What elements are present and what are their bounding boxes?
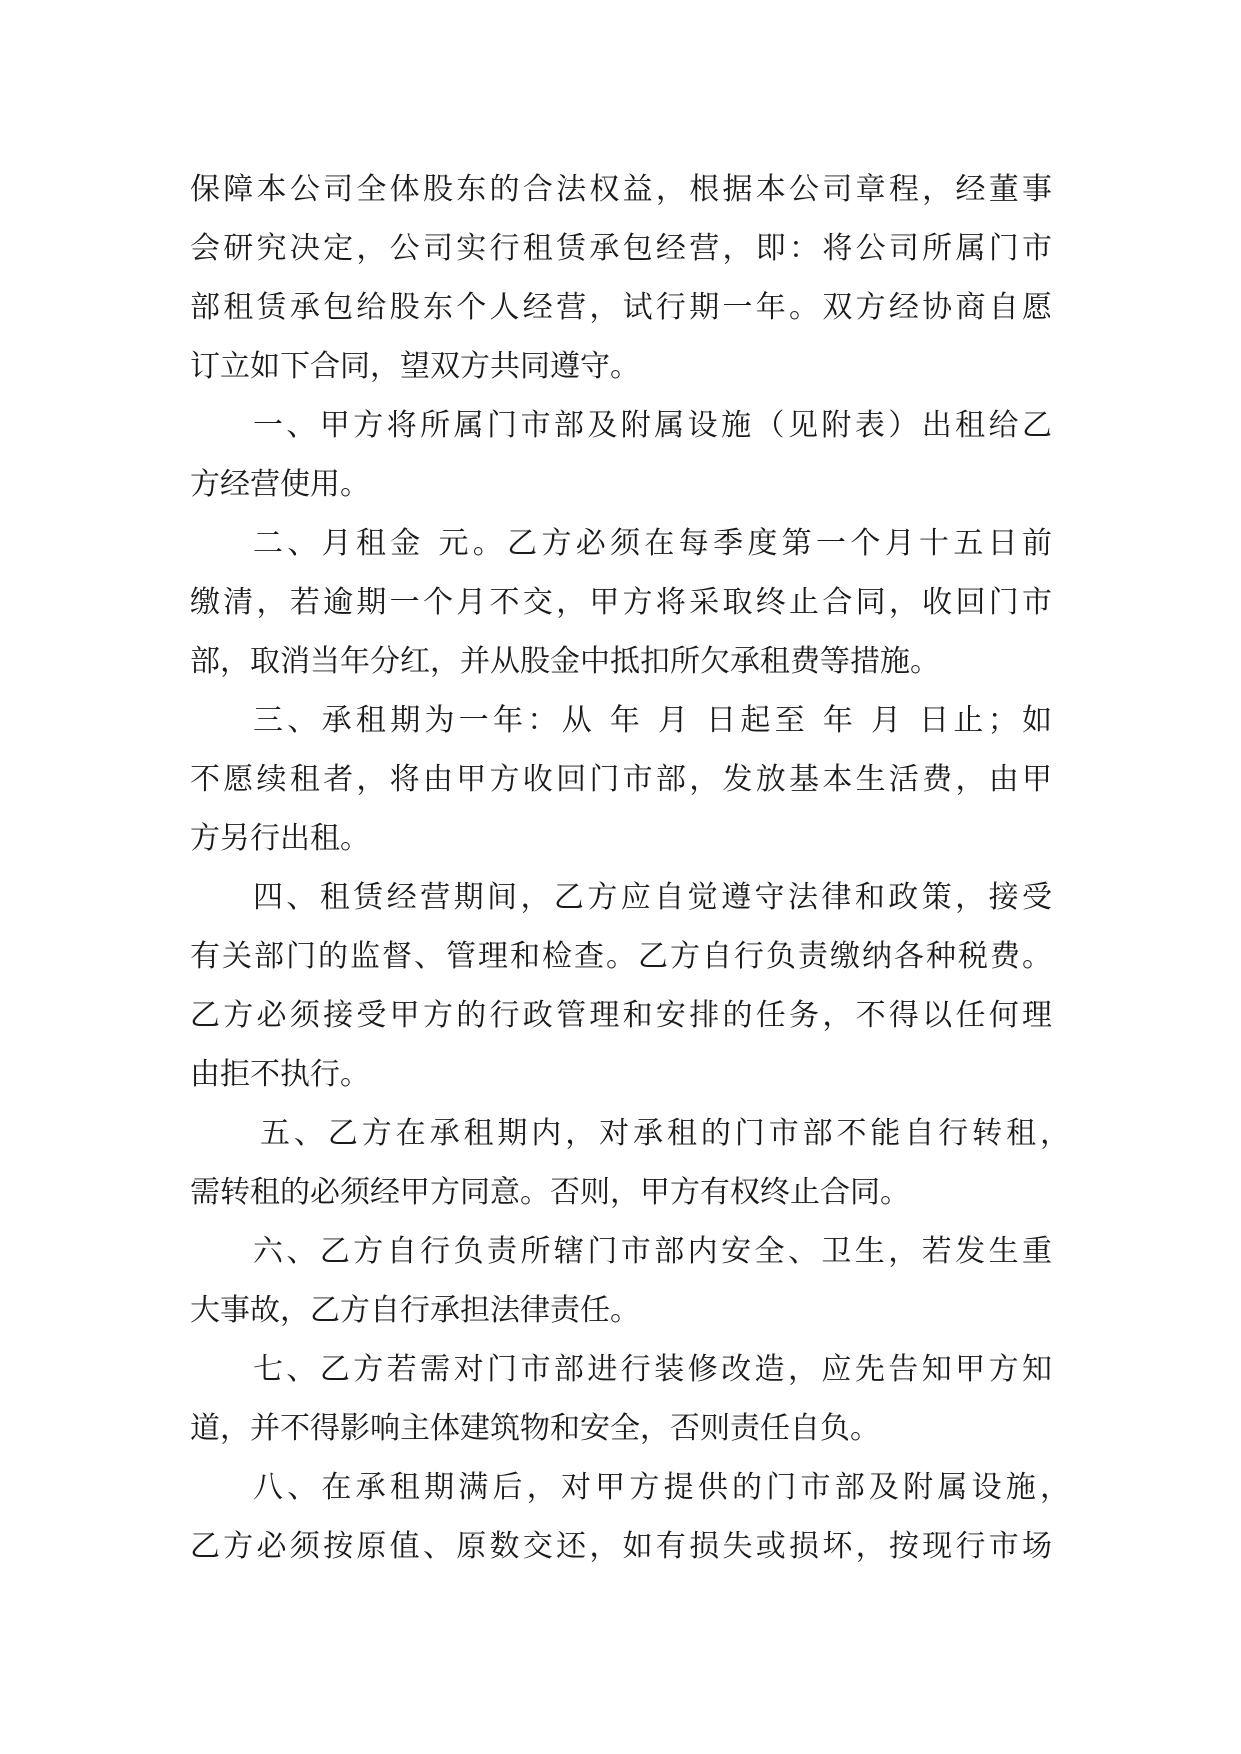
- clause-5-line: [190, 1104, 1070, 1163]
- line-text: 一、甲方将所属门市部及附属设施（见附表）出租给乙: [253, 408, 1052, 443]
- line-text: 六、乙方自行负责所辖门市部内安全、卫生，若发生重: [253, 1234, 1052, 1269]
- clause-4-line: [190, 868, 1052, 927]
- clause-2-line: [190, 514, 1052, 573]
- paragraph-line: [190, 219, 1052, 278]
- line-text: 道，并不得影响主体建筑物和安全，否则责任自负。: [190, 1411, 880, 1446]
- clause-6-line: [190, 1222, 1052, 1281]
- line-text: 八、在承租期满后，对甲方提供的门市部及附属设施，: [253, 1470, 1070, 1505]
- line-text: 三、承租期为一年：从 年 月 日起至 年 月 日止；如: [253, 703, 1052, 738]
- clause-4-line: [190, 986, 1052, 1045]
- clause-2-line: [190, 632, 1052, 691]
- line-text: 二、月租金 元。乙方必须在每季度第一个月十五日前: [253, 526, 1052, 561]
- line-text: 部租赁承包给股东个人经营，试行期一年。双方经协商自愿: [190, 290, 1052, 325]
- clause-6-line: [190, 1281, 1052, 1340]
- clause-7-line: [190, 1340, 1052, 1399]
- clause-1-line: [190, 455, 1052, 514]
- line-text: 订立如下合同，望双方共同遵守。: [190, 349, 640, 384]
- clause-3-line: [190, 750, 1052, 809]
- clause-7-line: [190, 1399, 1052, 1458]
- line-text: 大事故，乙方自行承担法律责任。: [190, 1293, 640, 1328]
- clause-5-line: [190, 1163, 1052, 1222]
- line-text: 方经营使用。: [190, 467, 370, 502]
- paragraph-line: [190, 337, 1052, 396]
- paragraph-line: [190, 160, 1052, 219]
- contract-body: [190, 160, 1070, 1576]
- clause-8-line: [190, 1458, 1070, 1517]
- clause-4-line: [190, 927, 1052, 986]
- line-text: 方另行出租。: [190, 821, 370, 856]
- line-text: 会研究决定，公司实行租赁承包经营，即：将公司所属门市: [190, 231, 1052, 266]
- line-text: 部，取消当年分红，并从股金中抵扣所欠承租费等措施。: [190, 644, 940, 679]
- line-text: 乙方必须按原值、原数交还，如有损失或损坏，按现行市场: [190, 1529, 1052, 1564]
- clause-3-line: [190, 809, 1052, 868]
- line-text: 由拒不执行。: [190, 1057, 370, 1092]
- line-text: 五、乙方在承租期内，对承租的门市部不能自行转租，: [260, 1116, 1070, 1151]
- clause-1-line: [190, 396, 1052, 455]
- line-text: 七、乙方若需对门市部进行装修改造，应先告知甲方知: [253, 1352, 1052, 1387]
- line-text: 乙方必须接受甲方的行政管理和安排的任务，不得以任何理: [190, 998, 1052, 1033]
- paragraph-line: [190, 278, 1052, 337]
- clause-8-line: [190, 1517, 1052, 1576]
- clause-2-line: [190, 573, 1052, 632]
- line-text: 四、租赁经营期间，乙方应自觉遵守法律和政策，接受: [253, 880, 1052, 915]
- line-text: 缴清，若逾期一个月不交，甲方将采取终止合同，收回门市: [190, 585, 1052, 620]
- line-text: 有关部门的监督、管理和检查。乙方自行负责缴纳各种税费。: [190, 939, 1052, 974]
- line-text: 需转租的必须经甲方同意。否则，甲方有权终止合同。: [190, 1175, 910, 1210]
- clause-4-line: [190, 1045, 1052, 1104]
- line-text: 保障本公司全体股东的合法权益，根据本公司章程，经董事: [190, 172, 1052, 207]
- line-text: 不愿续租者，将由甲方收回门市部，发放基本生活费，由甲: [190, 762, 1052, 797]
- clause-3-line: [190, 691, 1052, 750]
